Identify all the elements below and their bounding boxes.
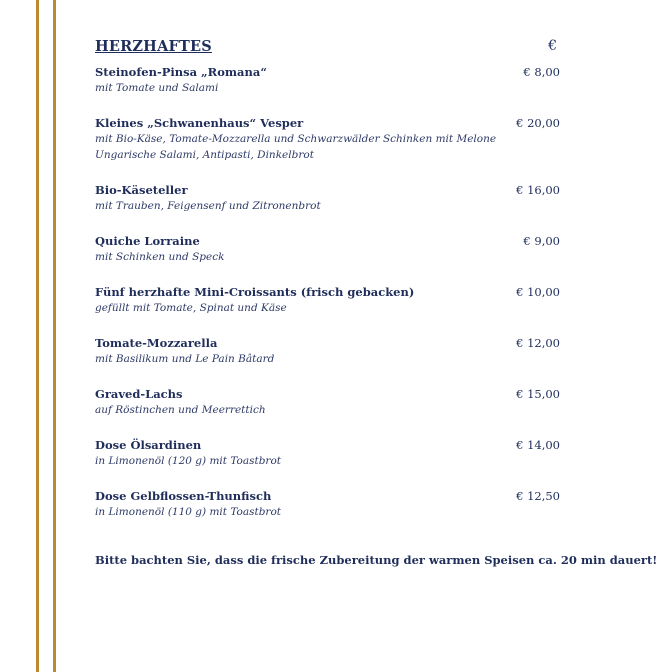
menu-page <box>95 38 560 539</box>
item-price: € 12,50 <box>516 489 560 503</box>
item-description: mit Trauben, Feigensenf und Zitronenbrot <box>95 200 321 212</box>
menu-item <box>95 335 560 367</box>
menu-item <box>95 64 560 96</box>
item-price: € 20,00 <box>516 116 560 130</box>
item-price: € 10,00 <box>516 285 560 299</box>
item-price: € 15,00 <box>516 387 560 401</box>
item-description: mit Schinken und Speck <box>95 251 225 263</box>
item-price: € 12,00 <box>516 336 560 350</box>
item-name: Graved-Lachs <box>95 387 183 401</box>
item-description: in Limonenöl (110 g) mit Toastbrot <box>95 506 281 518</box>
item-name: Steinofen-Pinsa „Romana“ <box>95 65 267 79</box>
menu-item <box>95 233 560 265</box>
menu-item <box>95 115 560 163</box>
item-price: € 8,00 <box>523 65 560 79</box>
item-description: auf Röstinchen und Meerrettich <box>95 404 266 416</box>
item-description: mit Basilikum und Le Pain Bâtard <box>95 353 275 365</box>
item-name: Bio-Käseteller <box>95 183 188 197</box>
item-name: Quiche Lorraine <box>95 234 200 248</box>
preparation-time-notice: Bitte bachten Sie, dass die frische Zubereitung der warmen Speisen ca. 20 min dauert! <box>95 553 658 567</box>
item-description: Ungarische Salami, Antipasti, Dinkelbrot <box>95 149 314 161</box>
menu-item <box>95 182 560 214</box>
item-description: mit Bio-Käse, Tomate-Mozzarella und Schwarzwälder Schinken mit Melone <box>95 133 497 145</box>
menu-item <box>95 488 560 520</box>
left-border-line <box>36 0 39 672</box>
currency-header: € <box>548 38 557 54</box>
item-description: gefüllt mit Tomate, Spinat und Käse <box>95 302 287 314</box>
menu-items-list <box>95 64 560 520</box>
item-price: € 16,00 <box>516 183 560 197</box>
menu-item <box>95 284 560 316</box>
section-header <box>95 38 560 55</box>
item-name: Fünf herzhafte Mini-Croissants (frisch gebacken) <box>95 285 415 299</box>
item-name: Kleines „Schwanenhaus“ Vesper <box>95 116 304 130</box>
item-description: in Limonenöl (120 g) mit Toastbrot <box>95 455 281 467</box>
item-name: Tomate-Mozzarella <box>95 336 218 350</box>
item-price: € 14,00 <box>516 438 560 452</box>
item-price: € 9,00 <box>523 234 560 248</box>
item-name: Dose Ölsardinen <box>95 438 202 452</box>
menu-item <box>95 386 560 418</box>
item-name: Dose Gelbflossen-Thunfisch <box>95 489 272 503</box>
menu-item <box>95 437 560 469</box>
right-border-line <box>53 0 56 672</box>
section-title: HERZHAFTES <box>95 38 212 55</box>
item-description: mit Tomate und Salami <box>95 82 219 94</box>
